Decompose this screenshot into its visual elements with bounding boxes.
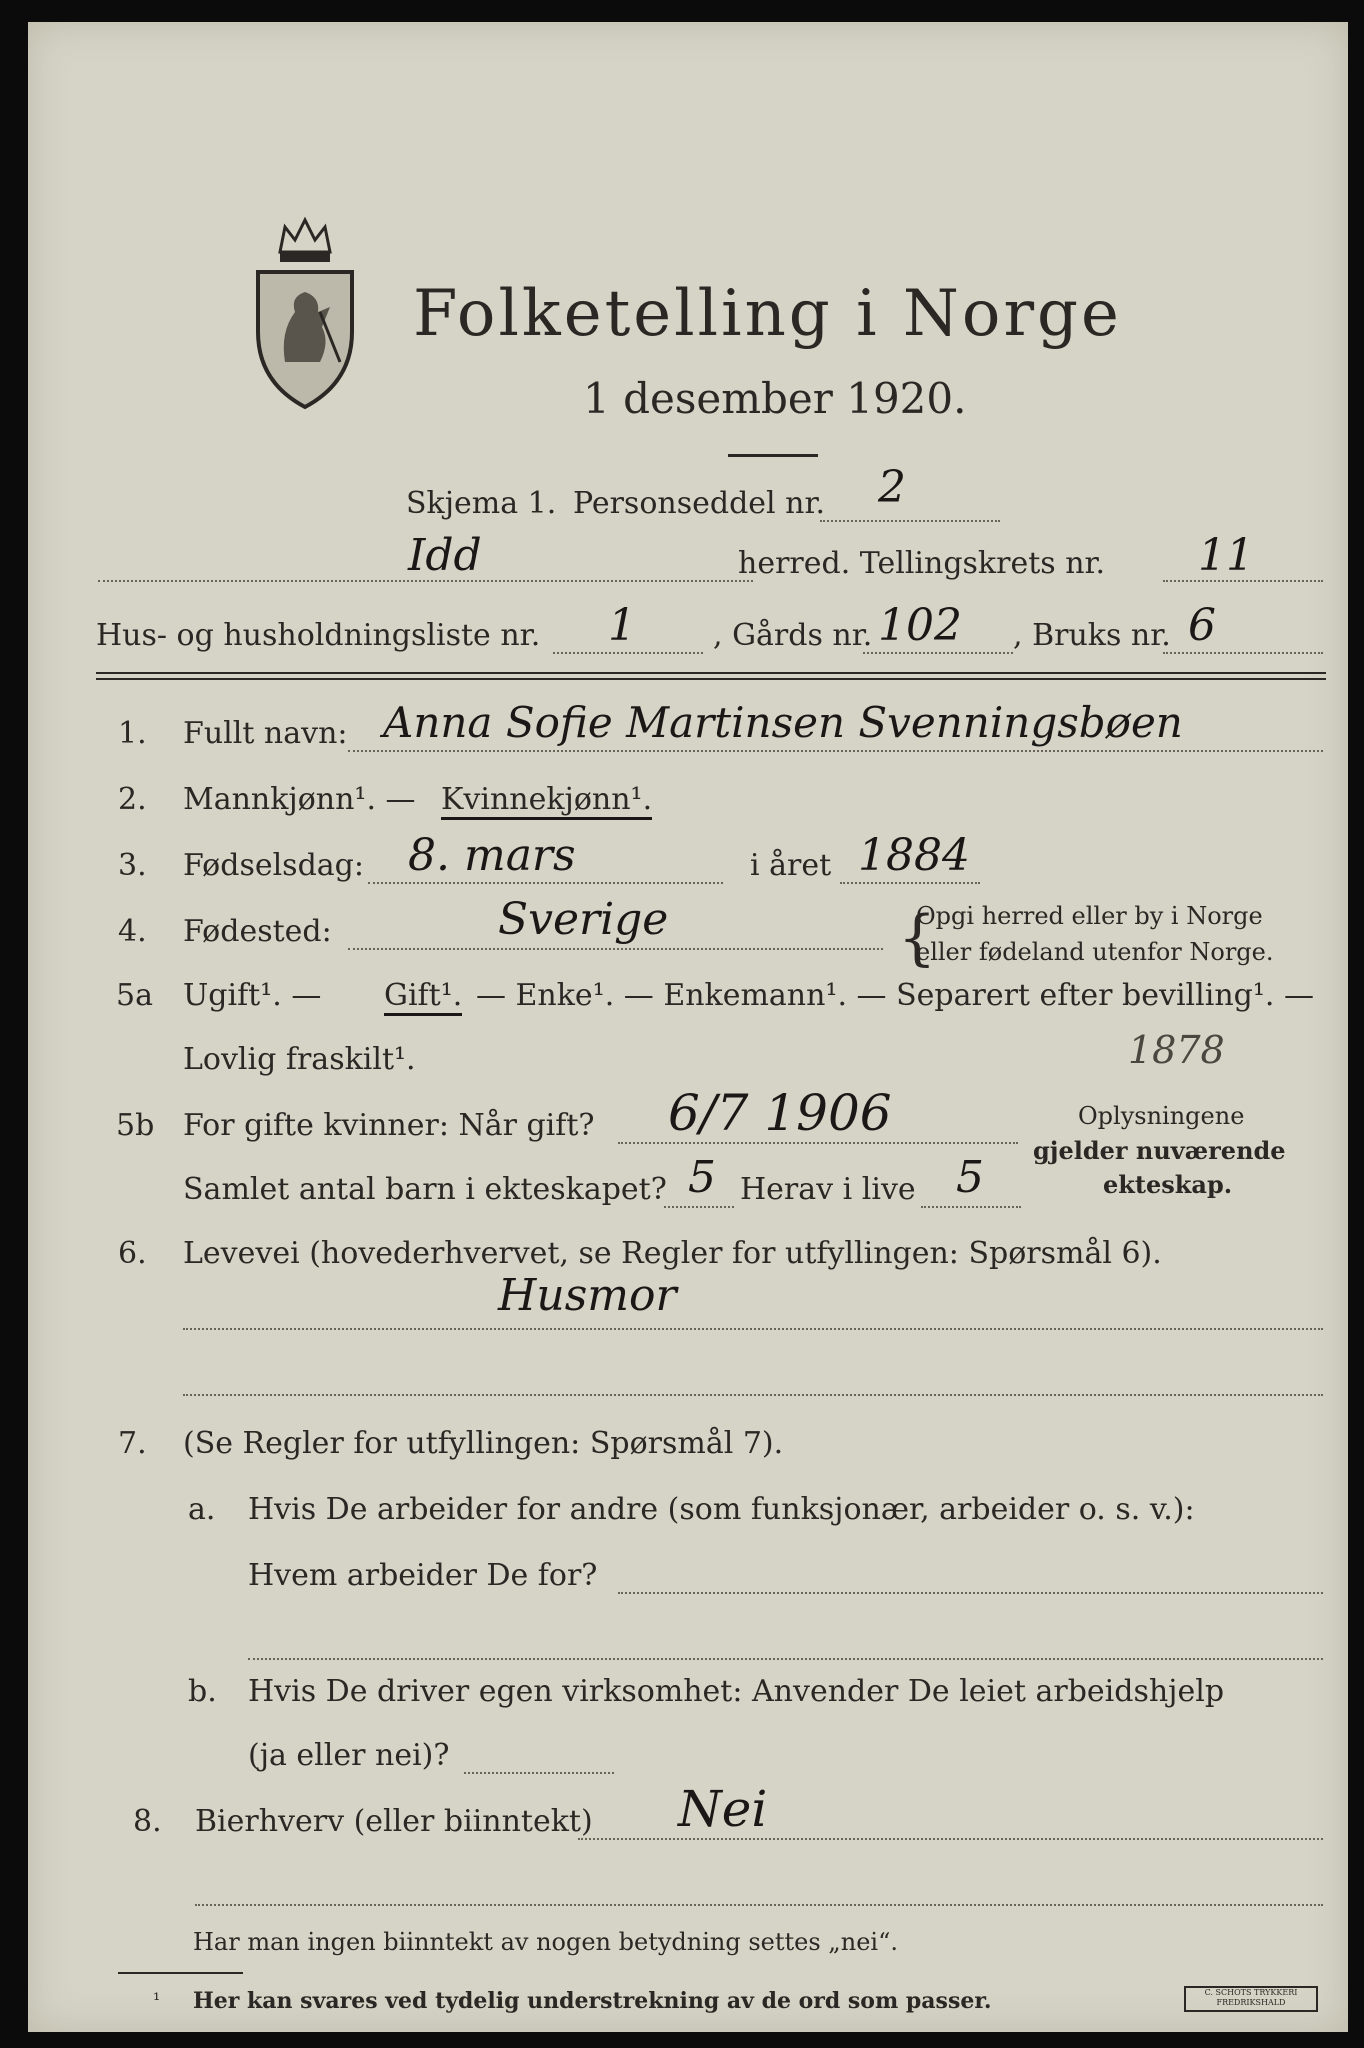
marital-ugift-option[interactable]: Ugift¹. —: [183, 978, 322, 1013]
q7a-line1: Hvis De arbeider for andre (som funksjonær, arbeider o. s. v.):: [248, 1492, 1195, 1527]
printer-stamp: C. SCHOTS TRYKKERI FREDRIKSHALD: [1184, 1986, 1318, 2012]
barn-value[interactable]: 5: [688, 1152, 716, 1203]
q1-label: Fullt navn:: [183, 716, 348, 751]
brace-icon: {: [898, 903, 937, 973]
footnote-mark: ¹: [153, 1990, 161, 2011]
hus-label: Hus- og husholdningsliste nr.: [96, 618, 541, 653]
personseddel-label: Personseddel nr.: [573, 486, 826, 521]
header-rule: [96, 672, 1326, 674]
q3-number: 3.: [118, 848, 147, 883]
q7a-letter: a.: [188, 1492, 216, 1527]
coat-of-arms-icon: [250, 212, 360, 412]
birthplace-note-2: eller fødeland utenfor Norge.: [916, 938, 1274, 966]
census-form: [28, 22, 1348, 2032]
q7b-line1: Hvis De driver egen virksomhet: Anvender De leiet arbeidshjelp: [248, 1674, 1225, 1709]
hired-help-field[interactable]: [464, 1772, 614, 1774]
marriage-note-1: Oplysningene: [1078, 1102, 1245, 1130]
live-label: Herav i live: [740, 1172, 916, 1207]
q7-number: 7.: [118, 1426, 147, 1461]
q7a-line2: Hvem arbeider De for?: [248, 1558, 598, 1593]
footer-note: Har man ingen biinntekt av nogen betydning settes „nei“.: [193, 1928, 898, 1956]
marriage-note-3: ekteskap.: [1103, 1170, 1233, 1199]
q6-label: Levevei (hovederhvervet, se Regler for utfyllingen: Spørsmål 6).: [183, 1236, 1162, 1271]
occupation-value[interactable]: Husmor: [498, 1270, 677, 1321]
live-value[interactable]: 5: [956, 1152, 984, 1203]
personseddel-value[interactable]: 2: [878, 462, 906, 513]
marriage-year-annotation: 1878: [1128, 1028, 1225, 1072]
q7-label: (Se Regler for utfyllingen: Spørsmål 7).: [183, 1426, 784, 1461]
q4-number: 4.: [118, 914, 147, 949]
birth-year-value[interactable]: 1884: [858, 830, 970, 881]
birthplace-value[interactable]: Sverige: [498, 894, 669, 945]
marriage-date-value[interactable]: 6/7 1906: [668, 1084, 892, 1142]
sex-male-option[interactable]: Mannkjønn¹. —: [183, 782, 416, 817]
herred-value[interactable]: Idd: [408, 530, 482, 581]
sex-female-option[interactable]: Kvinnekjønn¹.: [441, 782, 652, 820]
q2-number: 2.: [118, 782, 147, 817]
marriage-note-2: gjelder nuværende: [1033, 1136, 1286, 1165]
birthday-value[interactable]: 8. mars: [408, 830, 576, 881]
gards-label: , Gårds nr.: [713, 618, 873, 653]
title-divider: [728, 454, 818, 457]
skjema-label: Skjema 1.: [406, 486, 557, 521]
q3-label: Fødselsdag:: [183, 848, 364, 883]
marital-fraskilt-option[interactable]: Lovlig fraskilt¹.: [183, 1042, 416, 1077]
birthplace-note-1: Opgi herred eller by i Norge: [916, 902, 1263, 930]
q5b-number: 5b: [116, 1108, 155, 1143]
q8-number: 8.: [133, 1804, 162, 1839]
hus-value[interactable]: 1: [608, 600, 636, 651]
full-name-value[interactable]: Anna Sofie Martinsen Svenningsbøen: [383, 698, 1183, 747]
employer-field[interactable]: [618, 1592, 1323, 1594]
census-date: 1 desember 1920.: [583, 374, 967, 423]
q7b-letter: b.: [188, 1674, 217, 1709]
marital-other-options[interactable]: — Enke¹. — Enkemann¹. — Separert efter bevilling¹. —: [476, 978, 1314, 1013]
q8-label: Bierhverv (eller biinntekt): [195, 1804, 593, 1839]
q7b-line2: (ja eller nei)?: [248, 1738, 450, 1773]
footnote-text: Her kan svares ved tydelig understrekning av de ord som passer.: [193, 1988, 992, 2014]
q5a-number: 5a: [116, 978, 153, 1013]
herred-label: herred. Tellingskrets nr.: [738, 546, 1106, 581]
q5b-label: For gifte kvinner: Når gift?: [183, 1108, 595, 1143]
bruks-value[interactable]: 6: [1188, 600, 1216, 651]
barn-label: Samlet antal barn i ekteskapet?: [183, 1172, 667, 1207]
q6-number: 6.: [118, 1236, 147, 1271]
marital-gift-option[interactable]: Gift¹.: [384, 978, 462, 1016]
aret-label: i året: [750, 848, 832, 883]
tellingskrets-value[interactable]: 11: [1198, 530, 1254, 581]
secondary-income-value[interactable]: Nei: [678, 1780, 768, 1838]
q4-label: Fødested:: [183, 914, 332, 949]
form-title: Folketelling i Norge: [413, 277, 1122, 351]
bruks-label: , Bruks nr.: [1013, 618, 1171, 653]
q1-number: 1.: [118, 716, 147, 751]
gards-value[interactable]: 102: [878, 600, 962, 651]
